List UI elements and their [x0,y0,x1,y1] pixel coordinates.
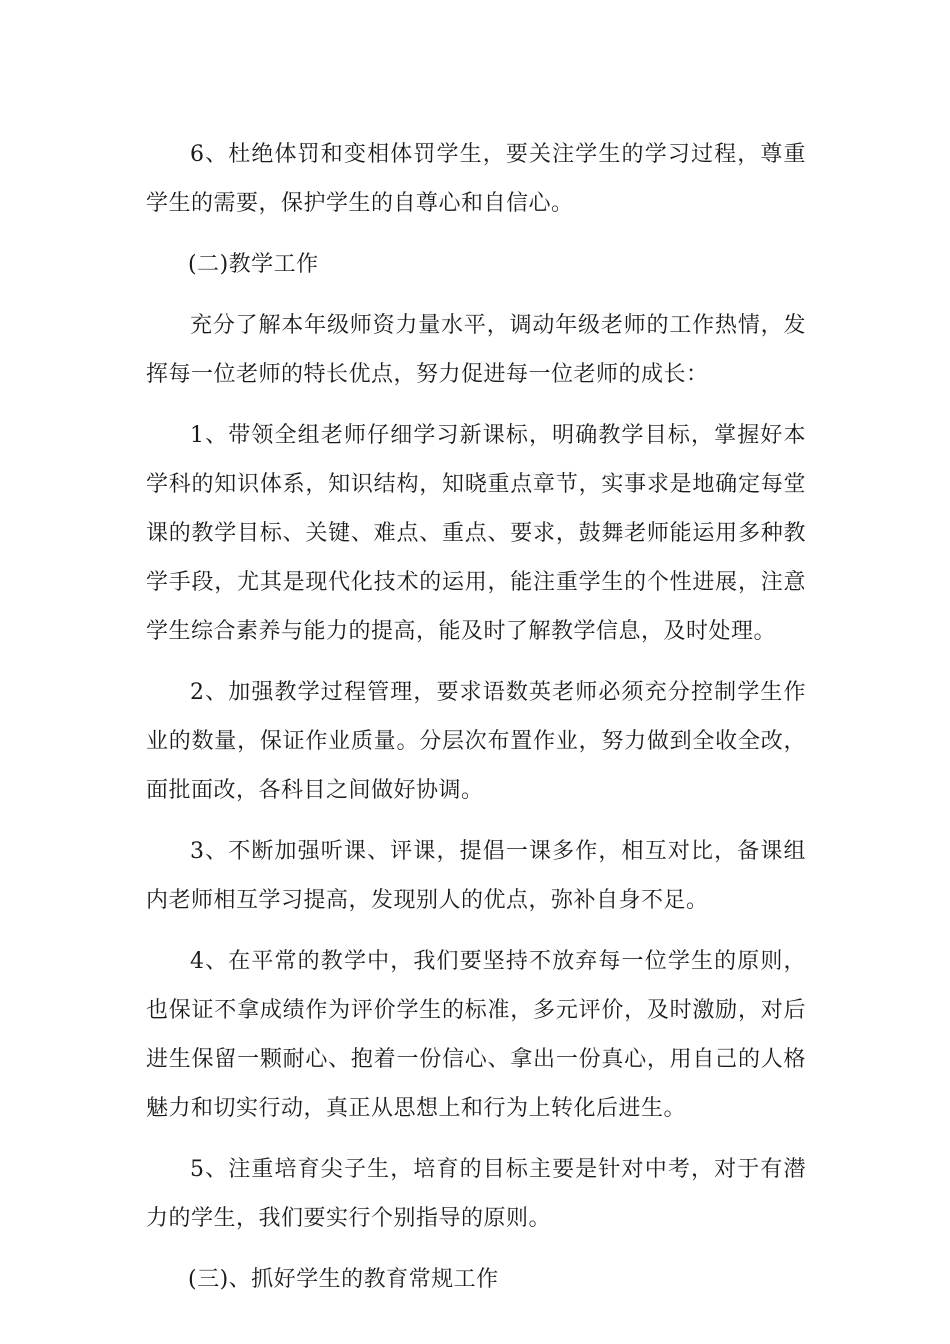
paragraph-teaching-intro: 充分了解本年级师资力量水平，调动年级老师的工作热情，发挥每一位老师的特长优点，努力促进每一位老师的成长： [146,313,806,387]
paragraph-item-2: 2、加强教学过程管理，要求语数英老师必须充分控制学生作业的数量，保证作业质量。分层次布置作业，努力做到全收全改，面批面改，各科目之间做好协调。 [146,680,806,803]
paragraph-item-6: 6、杜绝体罚和变相体罚学生，要关注学生的学习过程，尊重学生的需要，保护学生的自尊心和自信心。 [146,142,806,216]
section-heading-education-routine: (三)、抓好学生的教育常规工作 [188,1267,499,1292]
paragraph-item-5: 5、注重培育尖子生，培育的目标主要是针对中考，对于有潜力的学生，我们要实行个别指导的原则。 [146,1157,806,1231]
section-heading-teaching-work: (二)教学工作 [188,252,319,277]
paragraph-item-4: 4、在平常的教学中，我们要坚持不放弃每一位学生的原则，也保证不拿成绩作为评价学生的标准，多元评价，及时激励，对后进生保留一颗耐心、抱着一份信心、拿出一份真心，用自己的人格魅力和切实行动，真正从思想上和行为上转化后进生。 [146,949,806,1121]
document-body [146,130,806,1304]
paragraph-item-3: 3、不断加强听课、评课，提倡一课多作，相互对比，备课组内老师相互学习提高，发现别人的优点，弥补自身不足。 [146,839,806,913]
paragraph-item-1: 1、带领全组老师仔细学习新课标，明确教学目标，掌握好本学科的知识体系，知识结构，知晓重点章节，实事求是地确定每堂课的教学目标、关键、难点、重点、要求，鼓舞老师能运用多种教学手段，尤其是现代化技术的运用，能注重学生的个性进展，注意学生综合素养与能力的提高，能及时了解教学信息，及时处理。 [146,423,806,644]
